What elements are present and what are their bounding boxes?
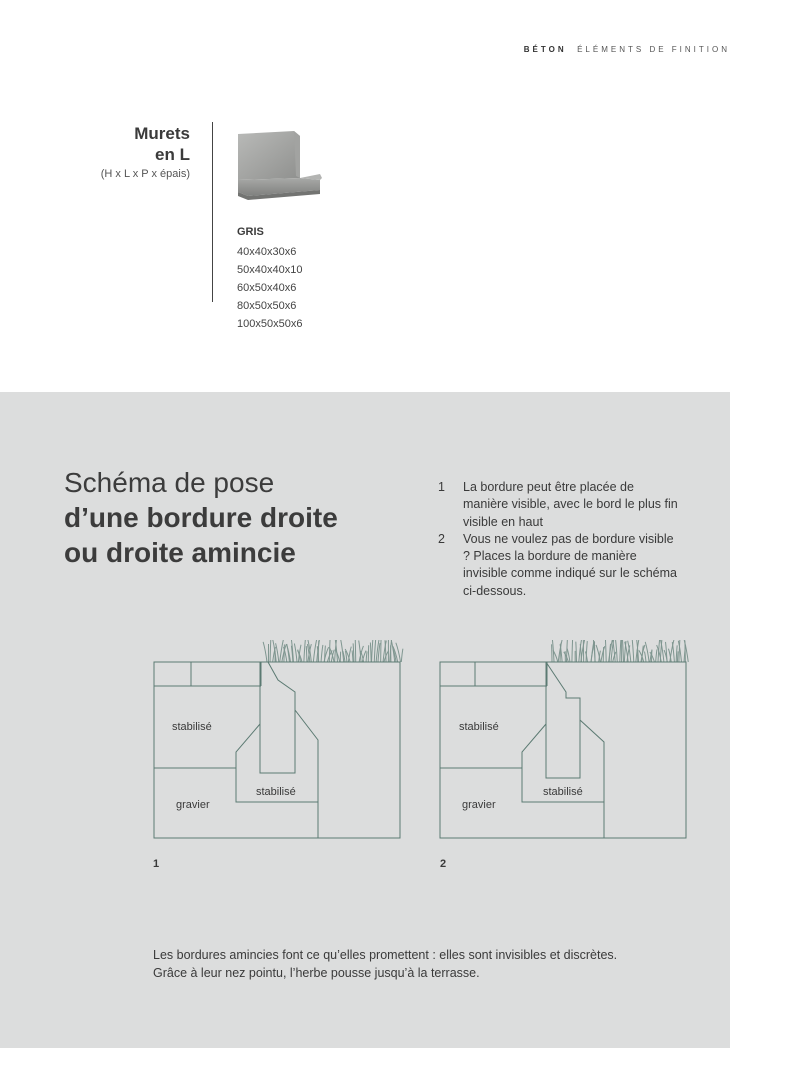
note-number: 2: [438, 531, 445, 546]
grass-blade: [672, 642, 674, 662]
schema-title-light: Schéma de pose: [64, 467, 275, 498]
footer-line-1: Les bordures amincies font ce qu’elles promettent : elles sont invisibles et discrètes.: [153, 948, 618, 962]
figure-number: 1: [153, 858, 160, 870]
grass-blade: [401, 649, 403, 662]
schema-title: [64, 465, 338, 570]
label-gravier: gravier: [176, 799, 210, 811]
grass-blade: [313, 640, 317, 662]
grass-blade: [605, 640, 606, 662]
grass-blade: [263, 642, 267, 662]
grass-blade: [656, 649, 657, 662]
grass-blade: [632, 640, 634, 662]
header-brand: BÉTON: [523, 45, 567, 54]
size-item: 60x50x40x6: [237, 282, 297, 294]
label-stabilise: stabilisé: [172, 721, 212, 733]
schema-title-bold-2: ou droite amincie: [64, 537, 296, 568]
grass-blade: [325, 646, 326, 662]
note-number: 1: [438, 480, 445, 494]
page-header: [430, 45, 730, 54]
label-stabilise-2: stabilisé: [256, 786, 296, 798]
grass-blade: [352, 650, 353, 662]
product-title-line1: Murets: [134, 124, 190, 143]
grass-blade: [306, 646, 307, 662]
size-list: [237, 243, 302, 333]
grass-blade: [676, 645, 677, 662]
grass-blade: [372, 640, 374, 662]
size-item: 40x40x30x6: [237, 246, 297, 258]
size-item: 50x40x40x10: [237, 264, 303, 276]
grass-blade: [374, 640, 376, 662]
product-photo: [234, 128, 326, 204]
grass-blade: [620, 640, 621, 662]
grass-blade: [645, 652, 646, 662]
figure-number: 2: [440, 858, 447, 870]
variant-label: GRIS: [237, 226, 264, 238]
label-stabilise: stabilisé: [459, 721, 499, 733]
grass-illustration: [263, 640, 403, 662]
note-text: La bordure peut être placée de manière visible, avec le bord le plus fin visible en haut: [463, 480, 678, 529]
grass-blade: [616, 640, 618, 662]
product-title: [40, 123, 190, 165]
size-item: 80x50x50x6: [237, 300, 297, 312]
grass-blade: [291, 640, 294, 662]
grass-blade: [366, 651, 367, 662]
label-gravier: gravier: [462, 799, 496, 811]
grass-blade: [270, 640, 271, 662]
grass-blade: [576, 642, 577, 662]
grass-blade: [294, 644, 297, 662]
grass-blade: [677, 651, 678, 662]
wall-back: [238, 131, 300, 180]
grass-blade: [304, 640, 305, 662]
schema-footer: [153, 946, 693, 982]
grass-illustration: [552, 640, 689, 662]
diagram-lines: [440, 662, 686, 838]
product-title-line2: en L: [155, 145, 190, 164]
size-item: 100x50x50x6: [237, 318, 303, 330]
grass-blade: [329, 640, 330, 662]
grass-blade: [622, 640, 623, 662]
note-item: [438, 531, 678, 600]
footer-line-2: Grâce à leur nez pointu, l’herbe pousse jusqu’à la terrasse.: [153, 966, 480, 980]
note-text: Vous ne voulez pas de bordure visible ? Places la bordure de manière invisible comme indiqué sur le schéma ci-dessous.: [463, 531, 677, 598]
schema-title-bold-1: d’une bordure droite: [64, 502, 338, 533]
note-item: [438, 479, 678, 531]
grass-blade: [572, 640, 573, 662]
schema-notes: [438, 479, 678, 600]
divider-line: [212, 122, 213, 302]
grass-blade: [321, 645, 323, 662]
diagram-lines: [154, 662, 400, 838]
product-dimensions: (H x L x P x épais): [100, 168, 190, 180]
label-stabilise-2: stabilisé: [543, 786, 583, 798]
header-section: ÉLÉMENTS DE FINITION: [577, 45, 730, 54]
grass-blade: [370, 642, 371, 662]
